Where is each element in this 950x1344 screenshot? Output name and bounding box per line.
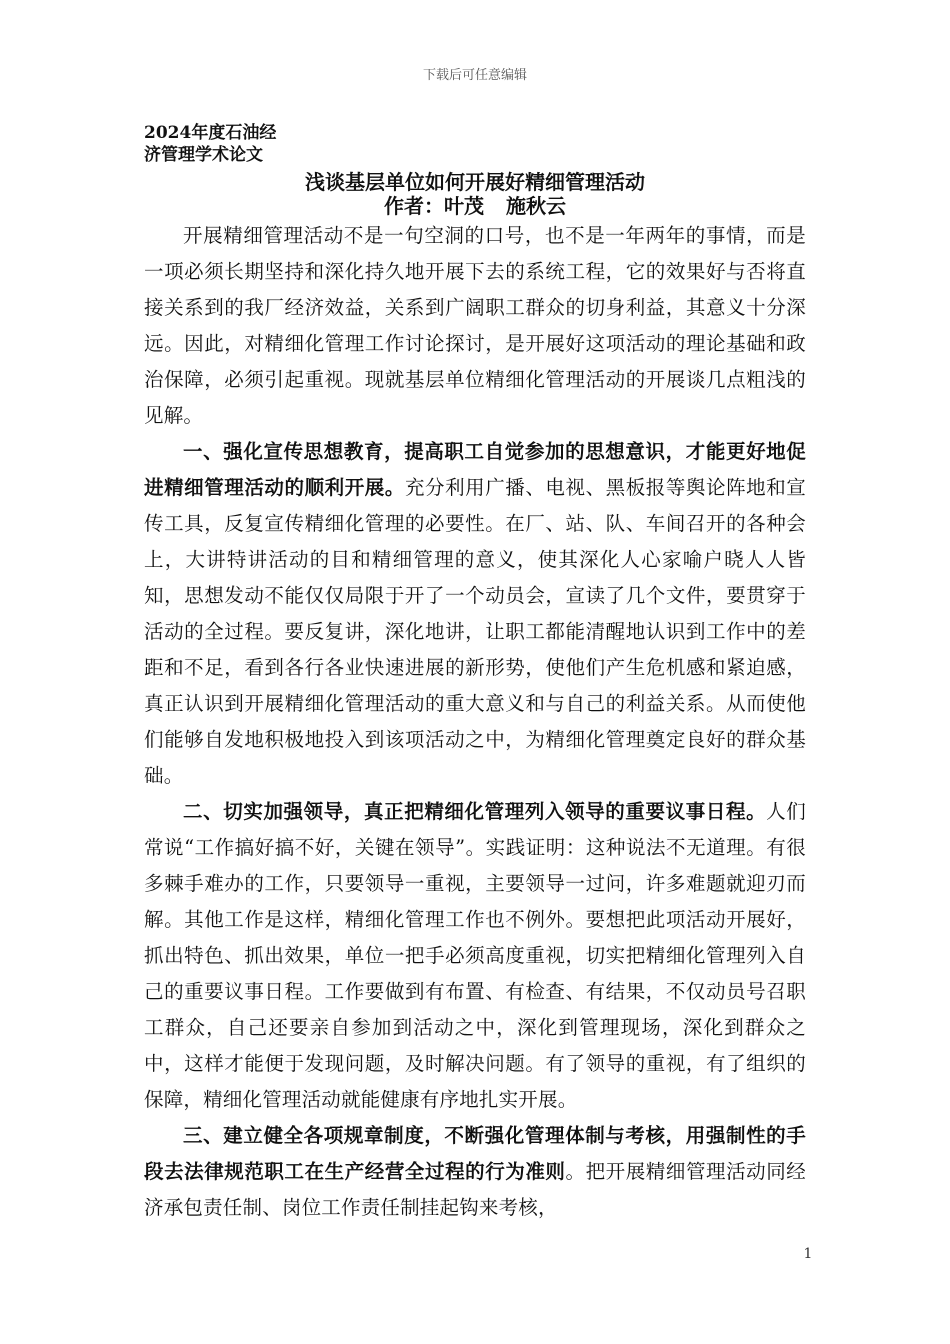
- section-2-body: 人们常说“工作搞好搞不好，关键在领导”。实践证明：这种说法不无道理。有很多棘手难办的工作，只要领导一重视，主要领导一过问，许多难题就迎刃而解。其他工作是这样，精细化管理工作也不例外。要想把此项活动开展好，抓出特色、抓出效果，单位一把手必须高度重视，切实把精细化管理列入自己的重要议事日程。工作要做到有布置、有检查、有结果，不仅动员号召职工群众，自己还要亲自参加到活动之中，深化到管理现场，深化到群众之中，这样才能便于发现问题，及时解决问题。有了领导的重视，有了组织的保障，精细化管理活动就能健康有序地扎实开展。: [144, 800, 806, 1111]
- section-3-body: 。把开展精细管理活动同经济承包责任制、岗位工作责任制挂起钩来考核，: [144, 1160, 807, 1219]
- document-title: 浅谈基层单位如何开展好精细管理活动: [305, 170, 645, 194]
- document-body: [144, 122, 806, 1226]
- paragraph-section-1: [144, 434, 806, 794]
- paragraph-section-3: [144, 1118, 806, 1226]
- page-number: 1: [803, 1246, 813, 1262]
- section-3-heading: 三、建立健全各项规章制度，不断强化管理体制与考核，用强制性的手段去法律规范职工在生产经营全过程的行为准则: [144, 1124, 806, 1183]
- year-line-2: 济管理学术论文: [144, 145, 263, 165]
- section-2-heading: 二、切实加强领导，真正把精细化管理列入领导的重要议事日程。: [183, 800, 767, 823]
- section-1-body: 充分利用广播、电视、黑板报等舆论阵地和宣传工具，反复宣传精细化管理的必要性。在厂、站、队、车间召开的各种会上，大讲特讲活动的目和精细管理的意义，使其深化人心家喻户晓人人皆知，思想发动不能仅仅局限于开了一个动员会，宣读了几个文件，要贯穿于活动的全过程。要反复讲，深化地讲，让职工都能清醒地认识到工作中的差距和不足，看到各行各业快速进展的新形势，使他们产生危机感和紧迫感，真正认识到开展精细化管理活动的重大意义和与自己的利益关系。从而使他们能够自发地积极地投入到该项活动之中，为精细化管理奠定良好的群众基础。: [144, 476, 806, 787]
- section-1-heading: 一、强化宣传思想教育，提高职工自觉参加的思想意识，才能更好地促进精细管理活动的顺利开展。: [144, 440, 806, 499]
- paragraph-intro: 开展精细管理活动不是一句空洞的口号，也不是一年两年的事情，而是一项必须长期坚持和深化持久地开展下去的系统工程，它的效果好与否将直接关系到的我厂经济效益，关系到广阔职工群众的切身利益，其意义十分深远。因此，对精细化管理工作讨论探讨，是开展好这项活动的理论基础和政治保障，必须引起重视。现就基层单位精细化管理活动的开展谈几点粗浅的见解。: [144, 224, 806, 427]
- paragraph-section-2: [144, 794, 806, 1118]
- author-2: 施秋云: [506, 194, 566, 218]
- page-header-note: 下载后可任意编辑: [422, 68, 527, 83]
- year-line-1: 2024年度石油经: [144, 123, 277, 143]
- author-1: 作者：叶茂: [384, 194, 484, 218]
- authors-line: [144, 194, 806, 218]
